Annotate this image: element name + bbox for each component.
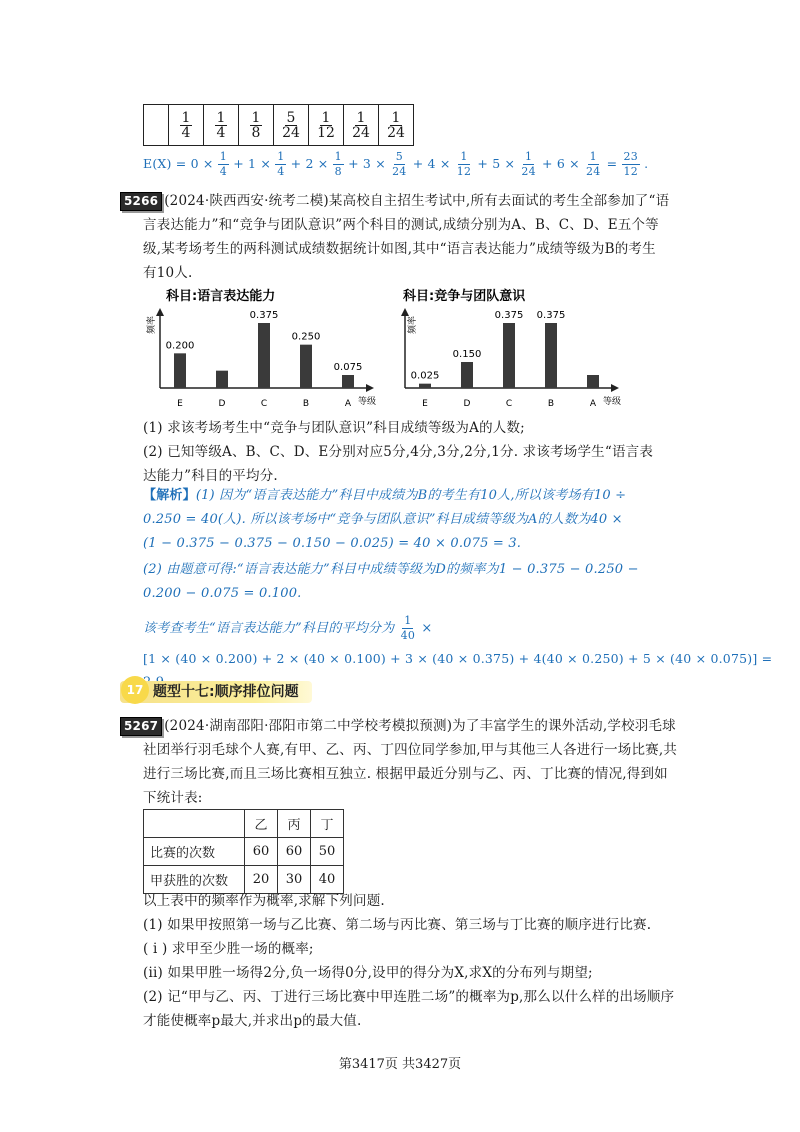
tick-label-A: A <box>344 399 352 409</box>
question-text-line: 有10人. <box>143 265 193 281</box>
tick-label-D: D <box>463 399 471 409</box>
table-cell: $\frac{1}{4}$ <box>169 105 204 146</box>
question-5266 <box>120 189 680 285</box>
question-text-line: 进行三场比赛,而且三场比赛相互独立. 根据甲最近分别与乙、丙、丁比赛的情况,得到如 <box>143 766 668 782</box>
question-text-line: ( i ) 求甲至少胜一场的概率; <box>143 941 314 957</box>
solution-5266 <box>143 484 773 695</box>
sub-question-2: (2) 已知等级A、B、C、D、E分别对应5分,4分,3分,2分,1分. 求该考场学生“语言表 <box>143 444 654 460</box>
page-footer: 第3417页 共3427页 <box>338 1057 462 1072</box>
y-axis-arrow-icon <box>401 308 409 316</box>
data-label-B: 0.375 <box>536 310 566 321</box>
table-row: 甲获胜的次数 20 30 40 <box>144 866 344 894</box>
question-text-line: 言表达能力”和“竞争与团队意识”两个科目的测试,成绩分别为A、B、C、D、E五个等 <box>143 217 659 233</box>
tick-label-D: D <box>218 399 226 409</box>
x-axis-arrow-icon <box>611 384 619 392</box>
data-label-A: 0.075 <box>333 362 363 373</box>
question-text-line: 以上表中的频率作为概率,求解下列问题. <box>143 893 385 909</box>
match-stats-table <box>143 809 344 894</box>
data-label-D: 0.150 <box>452 349 482 360</box>
sub-question-1: (1) 求该考场考生中“竞争与团队意识”科目成绩等级为A的人数; <box>143 420 525 436</box>
probability-table <box>143 104 414 146</box>
question-text-line: 才能使概率p最大,并求出p的最大值. <box>143 1013 362 1029</box>
solution-tag: 【解析】 <box>143 488 196 503</box>
chart-title: 科目:竞争与团队意识 <box>403 289 526 304</box>
chart-team-awareness <box>395 282 625 412</box>
bar-D <box>216 371 228 388</box>
solution-line: (1) 因为“语言表达能力”科目中成绩为B的考生有10人,所以该考场有10 ÷ <box>195 488 627 503</box>
bar-C <box>258 323 270 388</box>
tick-label-C: C <box>260 399 268 409</box>
x-axis-label: 等级 <box>603 397 622 407</box>
bar-C <box>503 323 515 388</box>
solution-line: 该考查考生“语言表达能力”科目的平均分为 $\frac{1}{40}$ × <box>143 614 433 642</box>
question-text-line: (ii) 如果甲胜一场得2分,负一场得0分,设甲的得分为X,求X的分布列与期望; <box>143 965 593 981</box>
question-text-line: (2024·陕西西安·统考二模)某高校自主招生考试中,所有去面试的考生全部参加了“语 <box>164 193 670 209</box>
tick-label-B: B <box>302 399 310 409</box>
solution-line: 0.200 − 0.075 = 0.100. <box>143 586 302 601</box>
x-axis-label: 等级 <box>358 397 377 407</box>
question-number: 5267 <box>120 717 162 736</box>
section-title: 题型十七:顺序排位问题 <box>153 684 299 700</box>
sub-question-2-cont: 达能力”科目的平均分. <box>143 468 278 484</box>
bar-A <box>342 375 354 388</box>
table-cell: $\frac{1}{12}$ <box>309 105 344 146</box>
table-cell: $\frac{1}{4}$ <box>204 105 239 146</box>
tick-label-E: E <box>177 399 183 409</box>
tick-label-B: B <box>547 399 555 409</box>
question-text-line: (2024·湖南邵阳·邵阳市第二中学校考模拟预测)为了丰富学生的课外活动,学校羽毛球 <box>164 718 676 734</box>
y-axis-label: 频率 <box>147 315 157 334</box>
question-5266-parts <box>143 416 683 488</box>
question-text-line: (2) 记“甲与乙、丙、丁进行三场比赛中甲连胜二场”的概率为p,那么以什么样的出场顺序 <box>143 989 675 1005</box>
data-label-E: 0.025 <box>410 370 440 382</box>
table-cell: $\frac{1}{24}$ <box>379 105 414 146</box>
question-5267 <box>120 714 680 810</box>
solution-line: (2) 由题意可得:“语言表达能力”科目中成绩等级为D的频率为1 − 0.375 − 0.250 − <box>143 562 639 577</box>
bar-B <box>545 323 557 388</box>
bar-B <box>300 345 312 388</box>
table-cell: $\frac{5}{24}$ <box>274 105 309 146</box>
table-cell: $\frac{1}{8}$ <box>239 105 274 146</box>
question-text-line: (1) 如果甲按照第一场与乙比赛、第二场与丙比赛、第三场与丁比赛的顺序进行比赛. <box>143 917 652 933</box>
question-number: 5266 <box>120 192 162 211</box>
data-label-E: 0.200 <box>165 340 195 352</box>
tick-label-E: E <box>422 399 428 409</box>
solution-line: 0.250 = 40(人). 所以该考场中“竞争与团队意识”科目成绩等级为A的人数为40 × <box>143 512 623 527</box>
bar-A <box>587 375 599 388</box>
bar-E <box>174 353 186 388</box>
data-label-B: 0.250 <box>291 331 321 343</box>
question-5267-parts <box>143 889 683 1033</box>
chart-title: 科目:语言表达能力 <box>166 289 276 304</box>
tick-label-C: C <box>505 399 513 409</box>
expectation-formula: E(X) = 0 × $\frac{1}{4}$ + 1 × $\frac{1}{4}$ + 2 × $\frac{1}{8}$ + 3 × $\frac{5}{24}$ + 4 × $\frac{1}{12}$ + 5 × $\frac{1}{24}$ + 6 × $\frac{1}{24}$ = $\frac{23}{12}$ . <box>143 150 649 178</box>
chart-language-ability <box>147 282 380 412</box>
y-axis-label: 频率 <box>408 315 418 334</box>
bar-D <box>461 362 473 388</box>
question-text-line: 级,某考场考生的两科测试成绩数据统计如图,其中“语言表达能力”成绩等级为B的考生 <box>143 241 656 257</box>
solution-line: [1 × (40 × 0.200) + 2 × (40 × 0.100) + 3 × (40 × 0.375) + 4(40 × 0.250) + 5 × (40 × 0.075)] = <box>143 651 773 666</box>
table-cell: $\frac{1}{24}$ <box>344 105 379 146</box>
question-text-line: 下统计表: <box>143 790 203 806</box>
data-label-C: 0.375 <box>494 310 524 321</box>
x-axis-arrow-icon <box>366 384 374 392</box>
solution-line: (1 − 0.375 − 0.375 − 0.150 − 0.025) = 40 × 0.075 = 3. <box>143 536 522 551</box>
table-row: 比赛的次数 60 60 50 <box>144 838 344 866</box>
section-number-star-icon: 17 <box>121 676 149 704</box>
table-empty-cell <box>144 105 169 146</box>
tick-label-A: A <box>589 399 597 409</box>
table-header-row: 乙 丙 丁 <box>144 810 344 838</box>
bar-E <box>419 384 431 388</box>
data-label-C: 0.375 <box>249 310 279 321</box>
y-axis-arrow-icon <box>156 308 164 316</box>
question-text-line: 社团举行羽毛球个人赛,有甲、乙、丙、丁四位同学参加,甲与其他三人各进行一场比赛,共 <box>143 742 678 758</box>
